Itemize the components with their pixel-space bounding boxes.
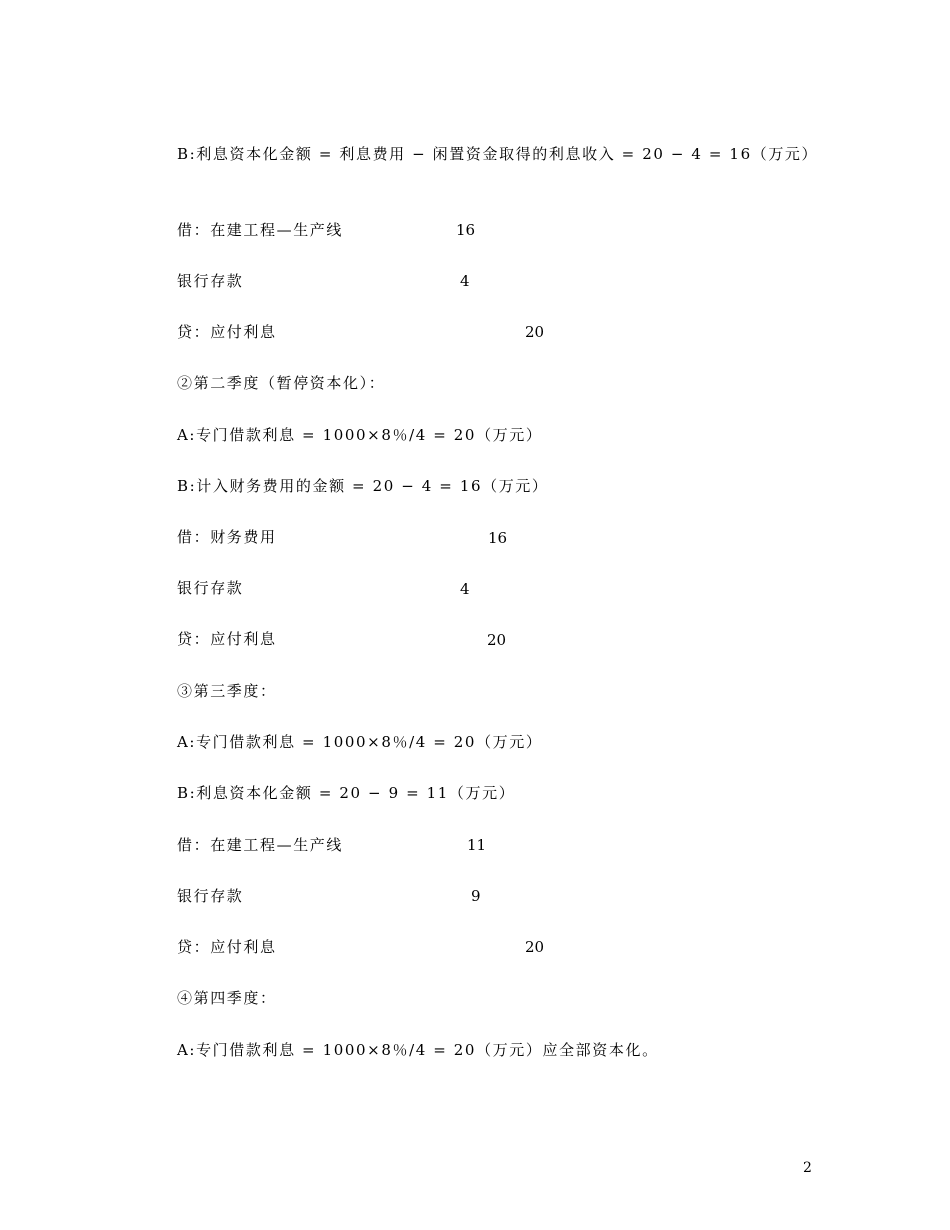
heading-q4: ④第四季度： xyxy=(177,989,277,1007)
amount-credit-interest-payable: 20 xyxy=(525,938,545,956)
heading-q2: ②第二季度（暂停资本化）： xyxy=(177,374,386,392)
journal-credit-interest-payable: 贷：应付利息 xyxy=(177,938,277,956)
amount-credit-interest-payable: 20 xyxy=(487,631,507,649)
journal-credit-interest-payable: 贷：应付利息 xyxy=(177,323,277,341)
page-number: 2 xyxy=(803,1160,812,1176)
amount-debit-finance-cost: 16 xyxy=(488,529,508,547)
amount-bank-deposit: 4 xyxy=(460,272,470,290)
amount-bank-deposit: 9 xyxy=(471,887,481,905)
journal-bank-deposit: 银行存款 xyxy=(177,887,244,905)
q3-line-a: A:专门借款利息 = 1000×8％/4 = 20（万元） xyxy=(177,733,543,751)
amount-bank-deposit: 4 xyxy=(460,580,470,598)
q3-line-b: B:利息资本化金额 = 20 − 9 = 11（万元） xyxy=(177,784,516,802)
heading-q3: ③第三季度： xyxy=(177,682,277,700)
journal-debit-finance-cost: 借：财务费用 xyxy=(177,528,277,546)
q2-line-a: A:专门借款利息 = 1000×8％/4 = 20（万元） xyxy=(177,426,543,444)
journal-bank-deposit: 银行存款 xyxy=(177,272,244,290)
amount-credit-interest-payable: 20 xyxy=(525,323,545,341)
amount-debit-construction: 16 xyxy=(456,221,476,239)
journal-debit-construction: 借：在建工程—生产线 xyxy=(177,836,344,854)
journal-credit-interest-payable: 贷：应付利息 xyxy=(177,630,277,648)
q4-line-a: A:专门借款利息 = 1000×8％/4 = 20（万元）应全部资本化。 xyxy=(177,1041,659,1059)
paragraph-capitalized-interest: B:利息资本化金额 = 利息费用 − 闲置资金取得的利息收入 = 20 − 4 = 16（万元） xyxy=(177,145,819,163)
journal-bank-deposit: 银行存款 xyxy=(177,579,244,597)
journal-debit-construction: 借：在建工程—生产线 xyxy=(177,221,344,239)
amount-debit-construction: 11 xyxy=(467,836,487,854)
q2-line-b: B:计入财务费用的金额 = 20 − 4 = 16（万元） xyxy=(177,477,549,495)
